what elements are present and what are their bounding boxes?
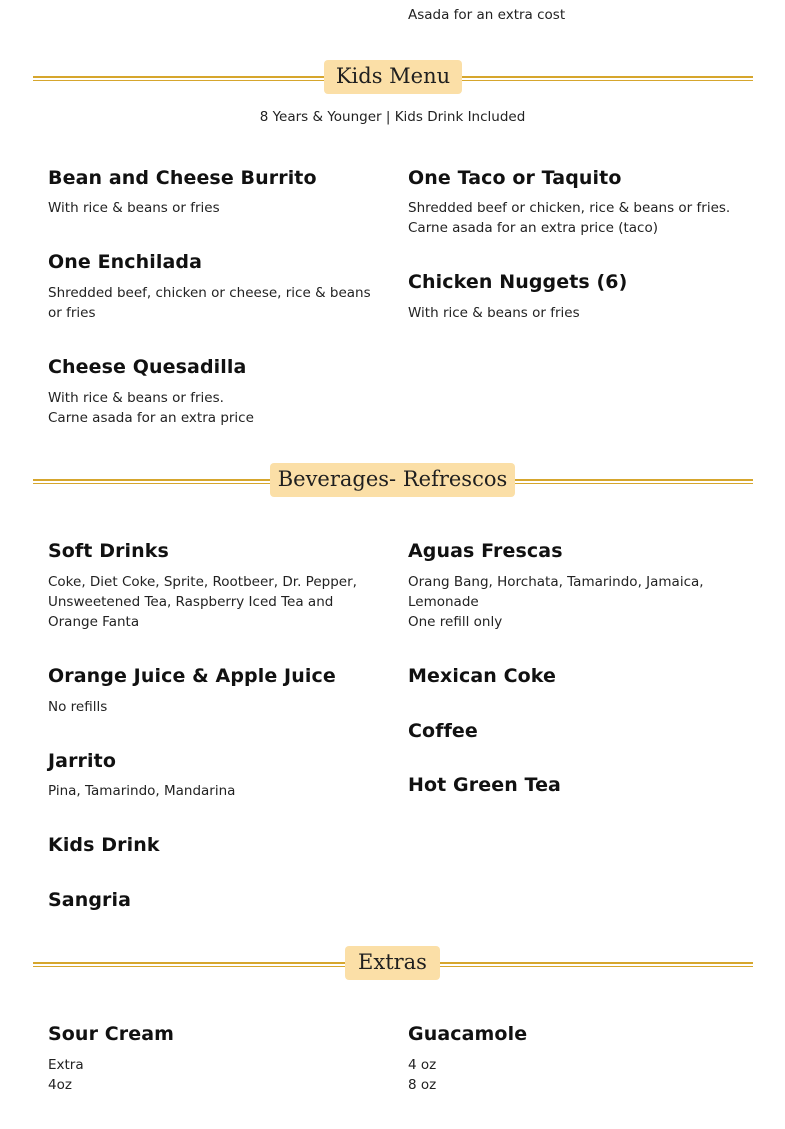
menu-item-description: Pina, Tamarindo, Mandarina	[48, 783, 236, 799]
menu-item-description: Extra 4oz	[48, 1057, 84, 1093]
previous-item-description: Asada for an extra cost	[408, 7, 566, 23]
menu-item-title: Hot Green Tea	[408, 774, 561, 796]
menu-item-title: Mexican Coke	[408, 665, 556, 687]
menu-item-title: Sangria	[48, 889, 132, 911]
kids-menu-subtitle: 8 Years & Younger | Kids Drink Included	[259, 109, 526, 125]
menu-item-title: Chicken Nuggets (6)	[408, 271, 628, 293]
menu-item-title: Bean and Cheese Burrito	[48, 167, 317, 189]
menu-item-title: One Enchilada	[48, 251, 203, 273]
menu-item-description: Coke, Diet Coke, Sprite, Rootbeer, Dr. Pepper, Unsweetened Tea, Raspberry Iced Tea and Orange Fanta	[48, 574, 357, 630]
menu-item-description: 4 oz 8 oz	[408, 1057, 437, 1093]
menu-item-title: Orange Juice & Apple Juice	[48, 665, 336, 687]
menu-item-description: With rice & beans or fries	[408, 305, 580, 321]
menu-item-description: No refills	[48, 699, 108, 715]
menu-item-title: Sour Cream	[48, 1023, 175, 1045]
menu-item-description: Shredded beef or chicken, rice & beans or fries. Carne asada for an extra price (taco)	[408, 200, 731, 236]
menu-item-title: Kids Drink	[48, 834, 160, 856]
menu-item-title: Soft Drinks	[48, 540, 169, 562]
menu-item-description: Orang Bang, Horchata, Tamarindo, Jamaica, Lemonade One refill only	[408, 574, 704, 630]
menu-item-description: Shredded beef, chicken or cheese, rice & beans or fries	[48, 285, 371, 321]
menu-item-title: One Taco or Taquito	[408, 167, 622, 189]
menu-item-description: With rice & beans or fries	[48, 200, 220, 216]
section-heading-kids-menu: Kids Menu	[324, 60, 462, 94]
section-heading-extras: Extras	[345, 946, 440, 980]
section-heading-beverages: Beverages- Refrescos	[270, 463, 515, 497]
menu-item-title: Aguas Frescas	[408, 540, 563, 562]
menu-item-description: With rice & beans or fries. Carne asada for an extra price	[48, 390, 254, 426]
menu-item-title: Coffee	[408, 720, 478, 742]
menu-item-title: Jarrito	[48, 750, 116, 772]
menu-item-title: Cheese Quesadilla	[48, 356, 247, 378]
menu-item-title: Guacamole	[408, 1023, 528, 1045]
